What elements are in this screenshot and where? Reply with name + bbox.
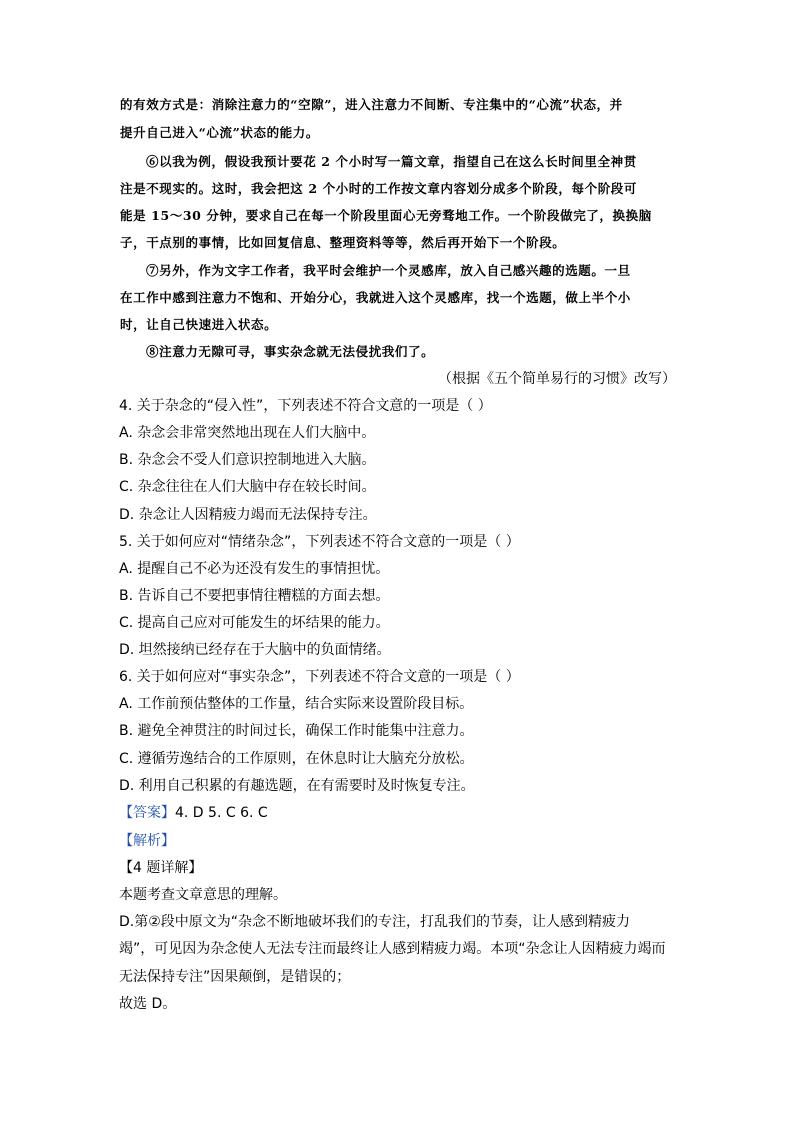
- analysis-line: D.第②段中原文为“杂念不断地破坏我们的专注，打乱我们的节奏，让人感到精疲力: [119, 914, 631, 930]
- question-option: B. 告诉自己不要把事情往糟糕的方面去想。: [119, 588, 390, 604]
- question-option: C. 遵循劳逸结合的工作原则，在休息时让大脑充分放松。: [119, 751, 474, 767]
- source-citation: （根据《五个简单易行的习惯》改写）: [438, 371, 676, 387]
- passage-line: ⑦另外，作为文字工作者，我平时会维护一个灵感库，放入自己感兴趣的选题。一旦: [146, 263, 631, 278]
- question-option: B. 杂念会不受人们意识控制地进入大脑。: [119, 452, 376, 468]
- passage-line: 子，干点别的事情，比如回复信息、整理资料等等，然后再开始下一个阶段。: [120, 235, 566, 250]
- question-option: D. 坦然接纳已经存在于大脑中的负面情绪。: [119, 642, 391, 658]
- question-stem: 6. 关于如何应对“事实杂念”，下列表述不符合文意的一项是（ ）: [119, 669, 520, 685]
- question-option: A. 提醒自己不必为还没有发生的事情担忧。: [119, 561, 390, 577]
- answer-label: 【答案】: [119, 805, 175, 821]
- question-option: C. 杂念往往在人们大脑中存在较长时间。: [119, 479, 376, 495]
- analysis-detail-label: 【4 题详解】: [119, 860, 203, 876]
- analysis-line: 故选 D。: [119, 996, 177, 1012]
- question-option: A. 杂念会非常突然地出现在人们大脑中。: [119, 425, 376, 441]
- question-option: B. 避免全神贯注的时间过长，确保工作时能集中注意力。: [119, 723, 474, 739]
- passage-line: ⑧注意力无隙可寻，事实杂念就无法侵扰我们了。: [146, 344, 435, 359]
- question-option: C. 提高自己应对可能发生的坏结果的能力。: [119, 615, 390, 631]
- question-option: A. 工作前预估整体的工作量，结合实际来设置阶段目标。: [119, 696, 474, 712]
- passage-line: 提升自己进入“心流”状态的能力。: [120, 125, 319, 140]
- question-option: D. 利用自己积累的有趣选题，在有需要时及时恢复专注。: [119, 778, 475, 794]
- question-stem: 4. 关于杂念的“侵入性”，下列表述不符合文意的一项是（ ）: [119, 398, 492, 414]
- analysis-line: 无法保持专注”因果颠倒，是错误的；: [119, 969, 351, 985]
- passage-line: 时，让自己快速进入状态。: [120, 317, 278, 332]
- passage-line: 能是 15～30 分钟，要求自己在每一个阶段里面心无旁骛地工作。一个阶段做完了，换换脑: [120, 208, 652, 223]
- passage-line: 的有效方式是：消除注意力的“空隙”，进入注意力不间断、专注集中的“心流”状态，并: [120, 97, 623, 112]
- analysis-label: 【解析】: [119, 833, 175, 849]
- analysis-line: 本题考查文章意思的理解。: [119, 887, 287, 903]
- answer-line: [119, 803, 268, 823]
- passage-line: 在工作中感到注意力不饱和、开始分心，我就进入这个灵感库，找一个选题，做上半个小: [120, 290, 631, 305]
- passage-line: ⑥以我为例，假设我预计要花 2 个小时写一篇文章，指望自己在这么长时间里全神贯: [146, 154, 637, 169]
- passage-line: 注是不现实的。这时，我会把这 2 个小时的工作按文章内容划分成多个阶段，每个阶段可: [120, 181, 638, 196]
- question-stem: 5. 关于如何应对“情绪杂念”，下列表述不符合文意的一项是（ ）: [119, 534, 520, 550]
- analysis-line: 竭”，可见因为杂念使人无法专注而最终让人感到精疲力竭。本项“杂念让人因精疲力竭而: [119, 941, 666, 957]
- answer-values: 4. D 5. C 6. C: [175, 805, 268, 821]
- question-option: D. 杂念让人因精疲力竭而无法保持专注。: [119, 507, 377, 523]
